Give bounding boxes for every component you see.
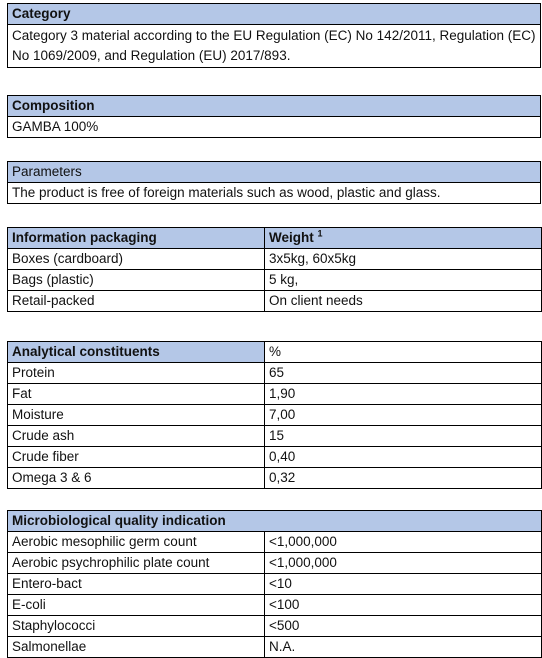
table-row <box>8 574 542 595</box>
micro-value: <1,000,000 <box>265 532 542 553</box>
parameters-section <box>7 161 541 204</box>
composition-header: Composition <box>8 96 541 117</box>
table-row <box>8 249 542 270</box>
table-row <box>8 426 542 447</box>
analytical-header-left: Analytical constituents <box>8 342 265 363</box>
composition-section <box>7 95 541 138</box>
packaging-label: Boxes (cardboard) <box>8 249 265 270</box>
micro-label: E-coli <box>8 595 265 616</box>
micro-value: N.A. <box>265 637 542 658</box>
parameters-table <box>7 161 541 204</box>
packaging-label: Bags (plastic) <box>8 270 265 291</box>
micro-value: <1,000,000 <box>265 553 542 574</box>
analytical-label: Protein <box>8 363 265 384</box>
packaging-weight-label: Weight <box>269 230 314 245</box>
parameters-text: The product is free of foreign materials such as wood, plastic and glass. <box>8 183 541 204</box>
microbiological-table <box>7 510 542 658</box>
packaging-table <box>7 227 542 312</box>
analytical-label: Moisture <box>8 405 265 426</box>
table-row <box>8 405 542 426</box>
micro-value: <10 <box>265 574 542 595</box>
category-table <box>7 3 541 68</box>
analytical-value: 0,40 <box>265 447 542 468</box>
table-row <box>8 468 542 489</box>
analytical-label: Crude ash <box>8 426 265 447</box>
micro-value: <100 <box>265 595 542 616</box>
microbiological-section <box>7 510 541 658</box>
micro-value: <500 <box>265 616 542 637</box>
table-row <box>8 384 542 405</box>
packaging-weight-footnote: 1 <box>317 228 323 239</box>
composition-table <box>7 95 541 138</box>
packaging-value: 5 kg, <box>265 270 542 291</box>
analytical-label: Fat <box>8 384 265 405</box>
composition-text: GAMBA 100% <box>8 117 541 138</box>
analytical-header-right: % <box>265 342 542 363</box>
analytical-value: 15 <box>265 426 542 447</box>
analytical-value: 65 <box>265 363 542 384</box>
microbiological-header: Microbiological quality indication <box>8 511 542 532</box>
table-row <box>8 637 542 658</box>
category-text: Category 3 material according to the EU Regulation (EC) No 142/2011, Regulation (EC) No 1069/2009, and Regulation (EU) 2017/893. <box>8 25 541 68</box>
analytical-table <box>7 341 542 489</box>
micro-label: Aerobic mesophilic germ count <box>8 532 265 553</box>
category-section <box>7 3 541 68</box>
table-row <box>8 616 542 637</box>
micro-label: Staphylococci <box>8 616 265 637</box>
analytical-section <box>7 341 541 489</box>
micro-label: Aerobic psychrophilic plate count <box>8 553 265 574</box>
analytical-value: 7,00 <box>265 405 542 426</box>
packaging-value: On client needs <box>265 291 542 312</box>
table-row <box>8 363 542 384</box>
analytical-value: 1,90 <box>265 384 542 405</box>
analytical-label: Crude fiber <box>8 447 265 468</box>
packaging-header-right <box>265 228 542 249</box>
micro-label: Entero-bact <box>8 574 265 595</box>
packaging-value: 3x5kg, 60x5kg <box>265 249 542 270</box>
table-row <box>8 270 542 291</box>
packaging-header-left: Information packaging <box>8 228 265 249</box>
table-row <box>8 553 542 574</box>
category-header: Category <box>8 4 541 25</box>
parameters-header: Parameters <box>8 162 541 183</box>
micro-label: Salmonellae <box>8 637 265 658</box>
table-row <box>8 532 542 553</box>
packaging-section <box>7 227 541 312</box>
packaging-label: Retail-packed <box>8 291 265 312</box>
analytical-value: 0,32 <box>265 468 542 489</box>
table-row <box>8 447 542 468</box>
table-row <box>8 595 542 616</box>
table-row <box>8 291 542 312</box>
analytical-label: Omega 3 & 6 <box>8 468 265 489</box>
